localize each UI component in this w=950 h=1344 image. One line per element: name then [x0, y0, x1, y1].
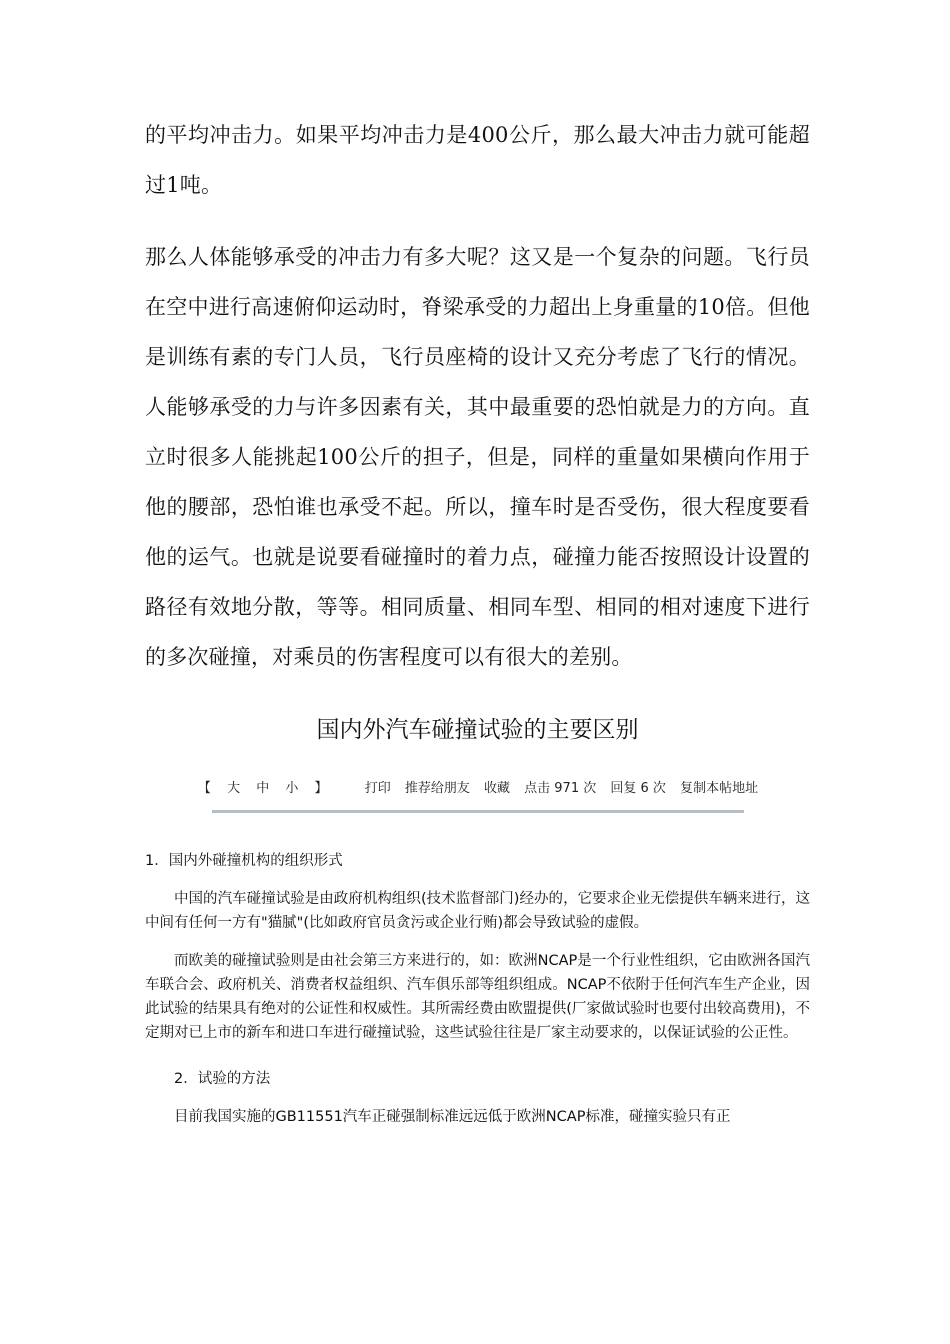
paragraph-europe-testing: 而欧美的碰撞试验则是由社会第三方来进行的，如：欧洲NCAP是一个行业性组织，它由欧洲各国汽车联合会、政府机关、消费者权益组织、汽车俱乐部等组织组成。NCAP不依附于任何汽车生产企业，因此试验的结果具有绝对的公证性和权威性。其所需经费由欧盟提供(厂家做试验时也要付出较高费用)，不定期对已上市的新车和进口车进行碰撞试验，这些试验往往是厂家主动要求的，以保证试验的公正性。 [145, 953, 810, 1041]
click-count: 点击 971 次 [524, 781, 597, 796]
bracket-close: 】 [314, 781, 328, 796]
favorite-link[interactable]: 收藏 [484, 781, 511, 796]
article-title: 国内外汽车碰撞试验的主要区别 [316, 717, 639, 743]
print-link[interactable]: 打印 [364, 781, 391, 796]
section-heading-organization: 1．国内外碰撞机构的组织形式 [145, 853, 343, 869]
font-size-selector [192, 781, 338, 796]
paragraph-china-testing: 中国的汽车碰撞试验是由政府机构组织(技术监督部门)经办的，它要求企业无偿提供车辆来进行，这中间有任何一方有"猫腻"(比如政府官员贪污或企业行贿)都会导致试验的虚假。 [145, 891, 810, 931]
intro-text [145, 110, 810, 682]
paragraph-human-tolerance: 那么人体能够承受的冲击力有多大呢？这又是一个复杂的问题。飞行员在空中进行高速俯仰运动时，脊梁承受的力超出上身重量的10倍。但他是训练有素的专门人员，飞行员座椅的设计又充分考虑了飞行的情况。人能够承受的力与许多因素有关，其中最重要的恐怕就是力的方向。直立时很多人能挑起100公斤的担子，但是，同样的重量如果横向作用于他的腰部，恐怕谁也承受不起。所以，撞车时是否受伤，很大程度要看他的运气。也就是说要看碰撞时的着力点，碰撞力能否按照设计设置的路径有效地分散，等等。相同质量、相同车型、相同的相对速度下进行的多次碰撞，对乘员的伤害程度可以有很大的差别。 [145, 245, 810, 669]
bracket-open: 【 [197, 781, 211, 796]
article-body [145, 849, 810, 1129]
copy-link-button[interactable]: 复制本帖地址 [680, 781, 759, 796]
font-size-large-link[interactable]: 大 [227, 781, 241, 796]
document-page [145, 110, 810, 1129]
toolbar-divider [212, 810, 744, 813]
section-heading-methods: 2．试验的方法 [174, 1071, 271, 1087]
reply-count: 回复 6 次 [610, 781, 666, 796]
paragraph-gb-standard: 目前我国实施的GB11551汽车正碰强制标准远远低于欧洲NCAP标准，碰撞实验只有正 [174, 1109, 731, 1125]
article-toolbar [145, 778, 810, 800]
paragraph-average-impact: 的平均冲击力。如果平均冲击力是400公斤，那么最大冲击力就可能超过1吨。 [145, 123, 810, 197]
recommend-link[interactable]: 推荐给朋友 [404, 781, 470, 796]
font-size-small-link[interactable]: 小 [285, 781, 299, 796]
font-size-medium-link[interactable]: 中 [256, 781, 270, 796]
